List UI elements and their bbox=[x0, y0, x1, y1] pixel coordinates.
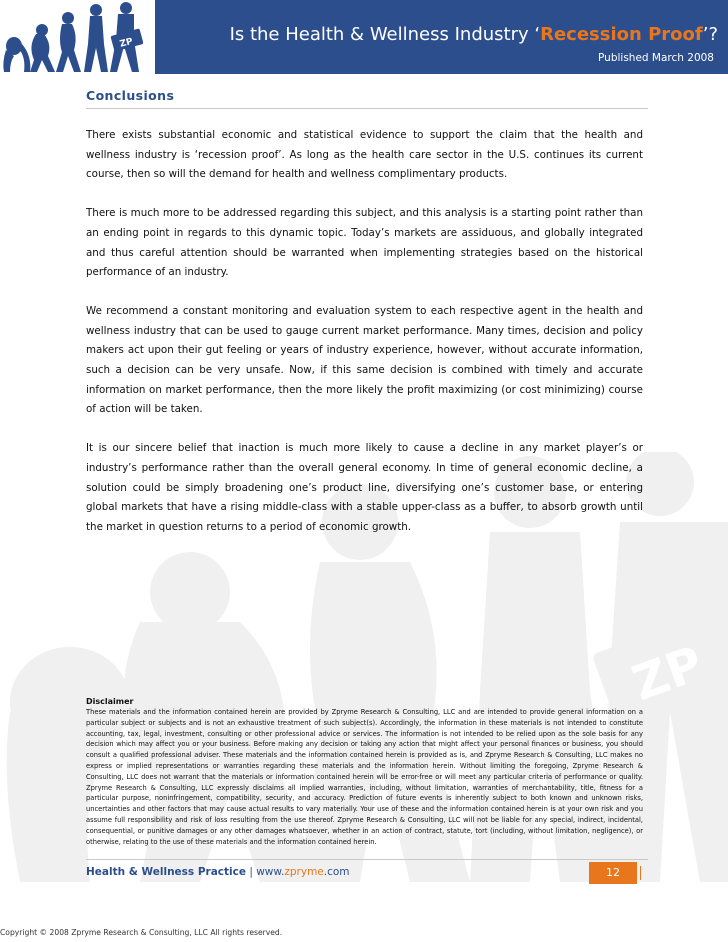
paragraph: There exists substantial economic and statistical evidence to support the claim that the health and wellness industry is ‘recession proof’. As long as the health care sector in the U.S. continues its current course, then so will the demand for health and wellness complimentary products. bbox=[86, 129, 643, 181]
conclusions-body bbox=[86, 126, 643, 557]
disclaimer bbox=[86, 697, 643, 847]
disclaimer-text: These materials and the information contained herein are provided by Zpryme Research & Consulting, LLC and are intended to provide general information on a particular subject or subjects and is not an exhaustive treatment of such subject(s). Accordingly, the information in these materials is not intended to constitute accounting, tax, legal, investment, consulting or other professional advice or services. The information is not intended to be relied upon as the sole basis for any decision which may affect you or your business. Before making any decision or taking any action that might affect your personal finances or business, you should consult a qualified professional adviser. These materials and the information contained herein is provided as is, and Zpryme Research & Consulting, LLC makes no express or implied representations or warranties regarding these materials and the information herein. Without limiting the foregoing, Zpryme Research & Consulting, LLC does not warrant that the materials or information contained herein will be error-free or will meet any particular criteria of performance or quality. Zpryme Research & Consulting, LLC expressly disclaims all implied warranties, including, without limitation, warranties of merchantability, title, fitness for a particular purpose, noninfringement, compatibility, security, and accuracy. Prediction of future events is inherently subject to both known and unknown risks, uncertainties and other factors that may cause actual results to vary materially. Your use of these and the information contained herein is at your own risk and you assume full responsibility and risk of loss resulting from the use thereof. Zpryme Research & Consulting, LLC will not be liable for any special, indirect, incidental, consequential, or punitive damages or any other damages whatsoever, whether in an action of contract, statute, tort (including, without limitation, negligence), or otherwise, relating to the use of these materials and the information contained herein. bbox=[86, 708, 643, 846]
page-number-bar bbox=[640, 866, 641, 880]
title-suffix: ’? bbox=[702, 24, 718, 45]
disclaimer-title: Disclaimer bbox=[86, 697, 134, 706]
title-accent: Recession Proof bbox=[540, 24, 703, 45]
paragraph: We recommend a constant monitoring and evaluation system to each respective agent in the health and wellness industry that can be used to gauge current market performance. Many times, decision and policy makers act upon their gut feeling or years of industry experience, however, without accurate information, such a decision can be very unsafe. Now, if this same decision is combined with timely and accurate information on market performance, then the more likely the profit maximizing (or cost minimizing) course of action will be taken. bbox=[86, 304, 643, 416]
url-suffix: .com bbox=[323, 866, 350, 878]
section-title: Conclusions bbox=[86, 88, 175, 103]
report-title bbox=[170, 24, 718, 45]
section-divider bbox=[86, 108, 648, 109]
url-prefix: www. bbox=[256, 866, 285, 878]
page-number: 12 bbox=[606, 866, 620, 879]
svg-text:ZP: ZP bbox=[118, 36, 135, 50]
copyright-notice: Copyright © 2008 Zpryme Research & Consulting, LLC All rights reserved. bbox=[0, 928, 283, 937]
url-accent: zpryme bbox=[284, 866, 324, 878]
paragraph: It is our sincere belief that inaction is much more likely to cause a decline in any market player’s or industry’s performance rather than the overall general economy. In time of general economic decline, a solution could be simply broadening one’s product line, diversifying one’s customer base, or entering global markets that have a rising middle-class with a stable upper-class as a buffer, to absorb growth until the market in question returns to a period of economic growth. bbox=[86, 442, 643, 533]
footer-practice bbox=[86, 866, 350, 878]
evolution-logo bbox=[0, 0, 155, 74]
published-date: Published March 2008 bbox=[598, 52, 714, 64]
svg-text:ZP: ZP bbox=[625, 635, 711, 713]
practice-name: Health & Wellness Practice bbox=[86, 866, 246, 878]
website-link[interactable] bbox=[256, 866, 349, 878]
footer-separator: | bbox=[249, 866, 253, 878]
footer-divider bbox=[86, 859, 648, 860]
title-prefix: Is the Health & Wellness Industry ‘ bbox=[229, 24, 541, 45]
page-header bbox=[0, 0, 728, 74]
paragraph: There is much more to be addressed regarding this subject, and this analysis is a starting point rather than an ending point in regards to this dynamic topic. Today’s markets are assiduous, and globally integrated and thus careful attention should be warranted when implementing strategies based on the historical performance of an industry. bbox=[86, 207, 643, 279]
